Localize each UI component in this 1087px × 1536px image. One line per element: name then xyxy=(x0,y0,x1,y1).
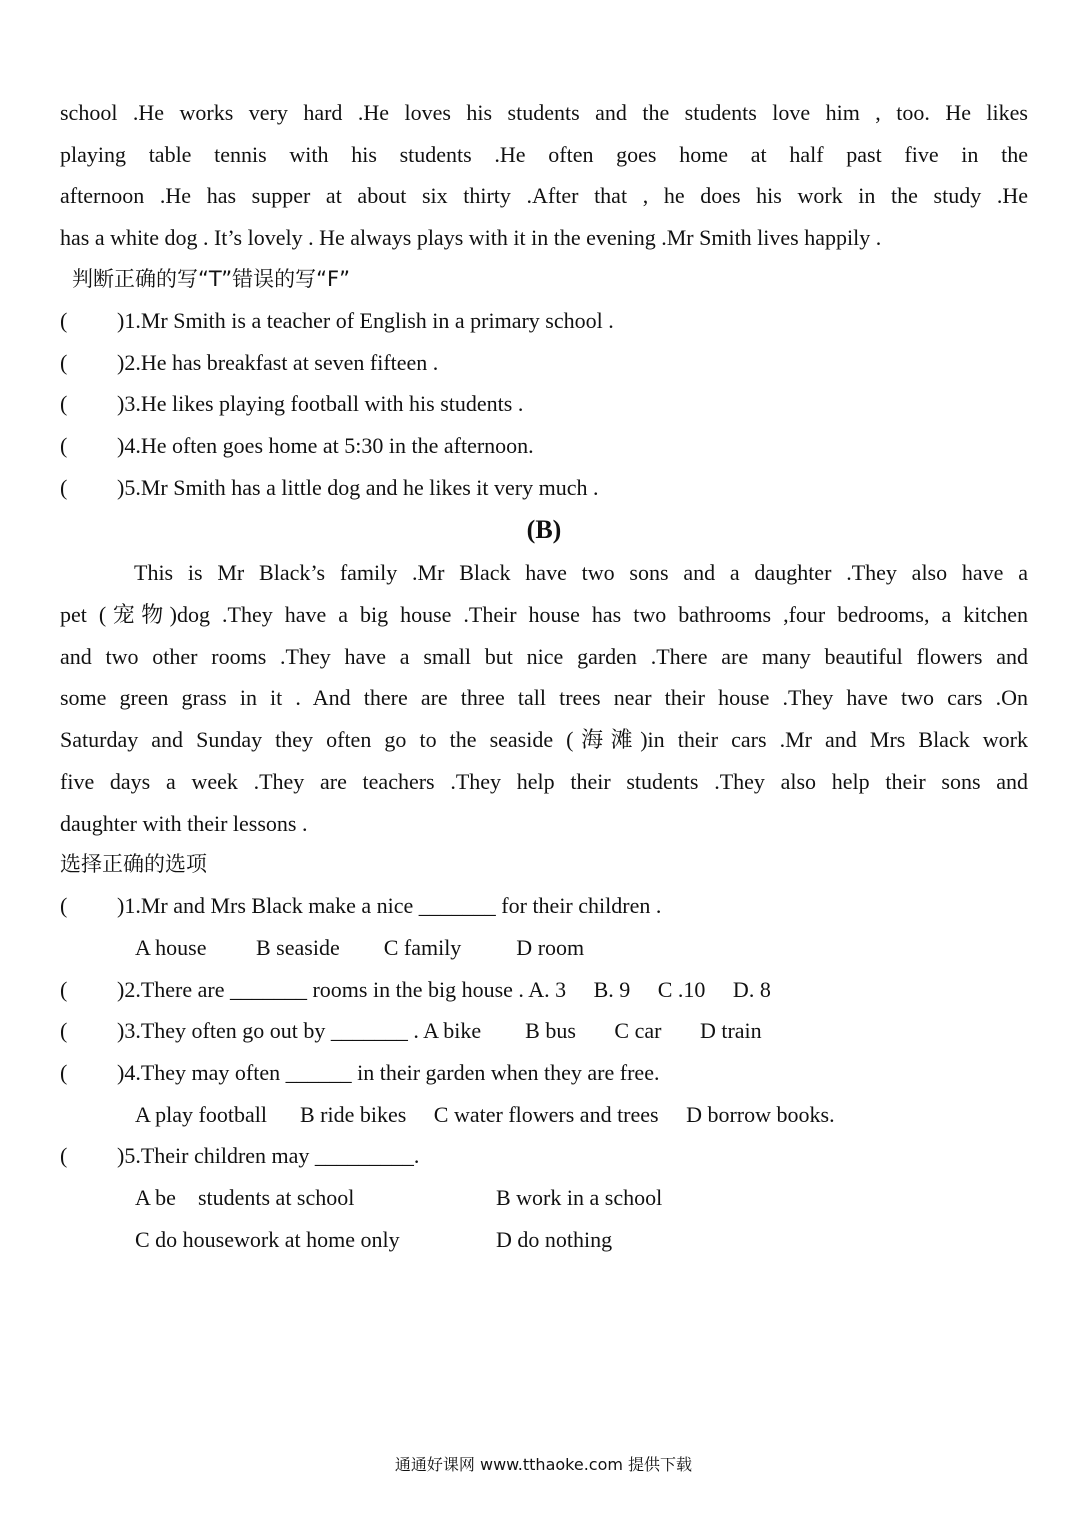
mc-question xyxy=(60,1135,1028,1177)
answer-blank[interactable]: ( xyxy=(60,349,68,375)
tf-question xyxy=(60,425,1028,467)
question-text: )5.Mr Smith has a little dog and he likes it very much . xyxy=(117,474,599,500)
option-a: A be students at school xyxy=(135,1185,355,1211)
mc-question xyxy=(60,885,1028,927)
passage-b-line: five days a week .They are teachers .They help their students .They also help their sons and xyxy=(60,768,1028,794)
mc-instruction: 选择正确的选项 xyxy=(60,852,207,877)
answer-blank[interactable]: ( xyxy=(60,432,68,458)
passage-b xyxy=(60,552,1028,844)
passage-b-line: pet (宠物)dog .They have a big house .Their house has two bathrooms ,four bedrooms, a kitchen xyxy=(60,602,1028,628)
mc-question-list xyxy=(60,885,1028,1260)
question-text: )4.They may often ______ in their garden when they are free. xyxy=(117,1060,660,1086)
page-footer: 通通好课网 www.tthaoke.com 提供下载 xyxy=(394,1455,693,1474)
answer-blank[interactable]: ( xyxy=(60,474,68,500)
option-b: B work in a school xyxy=(496,1185,663,1211)
section-b-title: (B) xyxy=(526,515,562,545)
answer-blank[interactable]: ( xyxy=(60,307,68,333)
passage-a-line: has a white dog . It’s lovely . He always plays with it in the evening .Mr Smith lives happily . xyxy=(60,225,882,251)
question-text: )3.He likes playing football with his students . xyxy=(117,391,524,417)
answer-blank[interactable]: ( xyxy=(60,1018,68,1044)
passage-a-line: afternoon .He has supper at about six thirty .After that , he does his work in the study .He xyxy=(60,183,1028,209)
question-text: )2.There are _______ rooms in the big house . A. 3 B. 9 C .10 D. 8 xyxy=(117,976,771,1002)
passage-b-line: Saturday and Sunday they often go to the seaside (海滩)in their cars .Mr and Mrs Black work xyxy=(60,727,1028,753)
tf-instruction: 判断正确的写“T”错误的写“F” xyxy=(72,266,350,291)
passage-b-line: daughter with their lessons . xyxy=(60,810,308,836)
tf-question xyxy=(60,383,1028,425)
answer-blank[interactable]: ( xyxy=(60,893,68,919)
answer-blank[interactable]: ( xyxy=(60,1060,68,1086)
tf-question-list xyxy=(60,300,1028,509)
passage-b-line: This is Mr Black’s family .Mr Black have two sons and a daughter .They also have a xyxy=(134,560,1028,586)
question-text: )2.He has breakfast at seven fifteen . xyxy=(117,349,439,375)
question-text: )4.He often goes home at 5:30 in the afternoon. xyxy=(117,432,534,458)
mc-options: A play football B ride bikes C water flowers and trees D borrow books. xyxy=(135,1101,835,1127)
question-text: )1.Mr Smith is a teacher of English in a primary school . xyxy=(117,307,614,333)
mc-question xyxy=(60,1052,1028,1094)
mc-options: A house B seaside C family D room xyxy=(135,934,585,960)
option-d: D do nothing xyxy=(496,1226,613,1252)
question-text: )5.Their children may _________. xyxy=(117,1143,420,1169)
answer-blank[interactable]: ( xyxy=(60,391,68,417)
worksheet-page xyxy=(60,92,1028,1261)
tf-question xyxy=(60,342,1028,384)
tf-question xyxy=(60,300,1028,342)
question-text: )1.Mr and Mrs Black make a nice _______ for their children . xyxy=(117,893,662,919)
answer-blank[interactable]: ( xyxy=(60,976,68,1002)
passage-a-line: playing table tennis with his students .He often goes home at half past five in the xyxy=(60,141,1028,167)
tf-question xyxy=(60,467,1028,509)
mc-question xyxy=(60,969,1028,1011)
passage-a xyxy=(60,92,1028,259)
passage-b-line: and two other rooms .They have a small but nice garden .There are many beautiful flowers and xyxy=(60,643,1028,669)
mc-options-grid xyxy=(135,1177,1028,1260)
mc-question xyxy=(60,1010,1028,1052)
answer-blank[interactable]: ( xyxy=(60,1143,68,1169)
passage-b-line: some green grass in it . And there are three tall trees near their house .They have two cars .On xyxy=(60,685,1028,711)
question-text: )3.They often go out by _______ . A bike B bus C car D train xyxy=(117,1018,762,1044)
passage-a-line: school .He works very hard .He loves his students and the students love him , too. He likes xyxy=(60,100,1028,125)
option-c: C do housework at home only xyxy=(135,1226,400,1252)
